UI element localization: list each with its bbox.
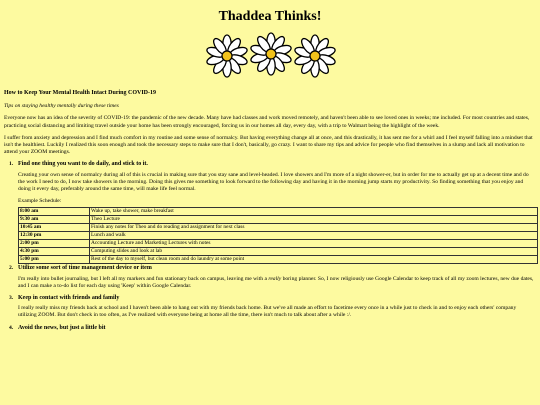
post-content xyxy=(4,90,536,335)
tip-number: 3. xyxy=(9,295,14,302)
post-title: How to Keep Your Mental Health Intact During COVID-19 xyxy=(4,90,156,96)
schedule-row xyxy=(19,256,538,264)
schedule-time: 12:30 pm xyxy=(19,232,90,240)
tip-heading: Find one thing you want to do daily, and stick to it. xyxy=(18,161,148,168)
schedule-time: 2:00 pm xyxy=(19,240,90,248)
site-title: Thaddea Thinks! xyxy=(218,9,322,24)
schedule-time: 5:00 pm xyxy=(19,256,90,264)
schedule-row xyxy=(19,232,538,240)
tip-item-3 xyxy=(9,295,536,320)
schedule-row xyxy=(19,216,538,224)
tip-item-4 xyxy=(9,324,536,332)
example-schedule-table xyxy=(18,207,538,264)
schedule-activity: Theo Lecture xyxy=(90,216,538,224)
schedule-activity: Accounting Lecture and Marketing Lectures with notes xyxy=(90,240,538,248)
post-subtitle: Tips on staying healthy mentally during these times xyxy=(4,103,119,110)
schedule-time: 8:00 am xyxy=(19,208,90,216)
tip-number: 4. xyxy=(9,324,14,331)
daisy-flower-icon xyxy=(294,35,337,77)
schedule-row xyxy=(19,240,538,248)
tip-number: 2. xyxy=(9,265,14,272)
schedule-activity: Wake up, take shower, make breakfast xyxy=(90,208,538,216)
schedule-row xyxy=(19,208,538,216)
schedule-row xyxy=(19,248,538,256)
schedule-activity: Rest of the day to myself, but clean room and do laundry at some point xyxy=(90,256,538,264)
tip-heading: Utilize some sort of time management device or item xyxy=(18,265,152,272)
schedule-activity: Finish any notes for Theo and do reading and assignment for next class xyxy=(90,224,538,232)
tip-heading: Keep in contact with friends and family xyxy=(18,295,120,302)
daisy-flowers-icon xyxy=(205,32,337,80)
schedule-label: Example Schedule: xyxy=(18,198,62,205)
schedule-activity: Computing slides and look at lab xyxy=(90,248,538,256)
tip-number: 1. xyxy=(9,161,14,168)
tip-item-2 xyxy=(9,265,536,290)
daisy-flower-icon xyxy=(250,33,293,75)
schedule-time: 9:30 am xyxy=(19,216,90,224)
schedule-activity: Lunch and walk xyxy=(90,232,538,240)
schedule-time: 4:30 pm xyxy=(19,248,90,256)
intro-paragraph-1: Everyone now has an idea of the severity of COVID-19: the pandemic of the new decade. Many have had classes and work moved remotely, and haven't been able to see loved ones in weeks; me included. For most countries and states, practicing social distancing and limiting travel outside your home has been strongly encouraged, forcing us in our homes all day, every day, with a trip to Walmart being the highlight of the week. xyxy=(4,115,530,129)
intro-paragraph-2: I suffer from anxiety and depression and I find much comfort in my routine and some sense of normalcy. But having everything change all at once, and this drastically, it has sent me for a whirl and I feel myself falling into a mindset that isn't the healthiest. Luckily I realized this soon enough and took the necessary steps to make sure that I don't, basically, go crazy. I want to share my tips and advice for people who find themselves in a slump and lack all motivation to attend your ZOOM meetings. xyxy=(4,134,533,156)
schedule-time: 10:45 am xyxy=(19,224,90,232)
tip-body: I really really miss my friends back at school and I haven't been able to hang out with my friends back home. But we've all made an effort to facetime every once in a while just to check in and to enjoy each others' company utilizing ZOOM. But don't check in too often, as I've realized with everyone being at home all the time, there isn't much to talk about after a while :/. xyxy=(18,305,517,319)
tip-body: Creating your own sense of normalcy during all of this is crucial in making sure that you stay sane and level-headed. I love showers and I'm more of a night shower-er, but in order for me to actually get up at a decent time and do the work I need to do, I now take showers in the morning. Doing this gives me something to look forward to the following day and having it in the morning jump starts my productivity. So finding something that you enjoy and doing it every day, preferably around the same time, will make life feel normal. xyxy=(18,171,529,193)
tip-body: I'm really into bullet journaling, but I left all my markers and fun stationary back on campus, leaving me with a really boring planner. So, I now religiously use Google Calendar to keep track of all my zoom lectures, new due dates, and I can make a to-do list for each day using 'Keep' within Google Calendar. xyxy=(18,275,534,289)
tip-heading: Avoid the news, but just a little bit xyxy=(18,324,106,331)
schedule-row xyxy=(19,224,538,232)
tip-item-1 xyxy=(9,161,536,205)
daisy-flower-icon xyxy=(206,35,249,77)
